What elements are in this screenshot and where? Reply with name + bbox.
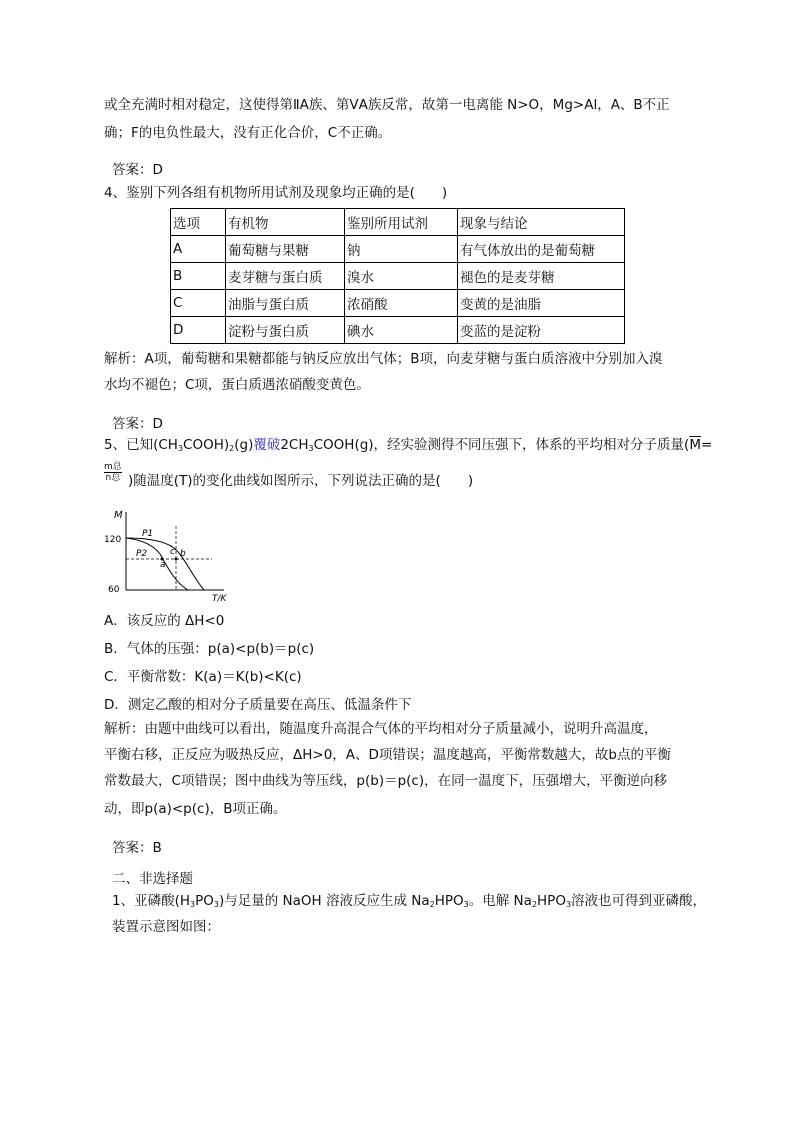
- x-axis-label: T/K: [212, 594, 227, 604]
- subscript: 3: [190, 900, 196, 909]
- table-header: 选项: [171, 209, 226, 236]
- table-cell: 葡萄糖与果糖: [226, 236, 345, 263]
- answer-5: 答案：B: [112, 840, 162, 856]
- fraction-denominator: n总: [105, 473, 121, 483]
- explanation-5-line-2: 平衡右移，正反应为吸热反应，ΔH>0，A、D项错误；温度越高，平衡常数越大，故b点的平衡: [104, 747, 671, 763]
- table-cell: 变蓝的是淀粉: [458, 317, 625, 344]
- m-bar-symbol: $\overline{M}$: [689, 437, 701, 453]
- q5-text: =: [700, 437, 713, 453]
- explanation-5-line-1: 解析：由题中曲线可以看出，随温度升高混合气体的平均相对分子质量减小，说明升高温度，: [104, 721, 658, 737]
- text-line-1: 或全充满时相对稳定，这使得第ⅡA族、第ⅤA族反常，故第一电离能 N>O，Mg>Al，A、B不正: [104, 97, 670, 113]
- table-cell: 油脂与蛋白质: [226, 290, 345, 317]
- option-a: A．该反应的 ΔH<0: [104, 613, 225, 629]
- q1-text: PO: [195, 893, 214, 909]
- question-1-line-1: [112, 892, 706, 914]
- q1-text: )与足量的 NaOH 溶液反应生成 Na: [218, 893, 430, 909]
- table-header: 现象与结论: [458, 209, 625, 236]
- label-p2: P2: [136, 549, 148, 559]
- table-cell: 有气体放出的是葡萄糖: [458, 236, 625, 263]
- y-axis-label: M: [114, 510, 123, 521]
- point-dot: [161, 558, 164, 561]
- table-row: [171, 236, 625, 263]
- table-cell: D: [171, 317, 226, 344]
- y-tick-60: 60: [108, 585, 120, 595]
- table-cell: 碘水: [345, 317, 458, 344]
- table-cell: 淀粉与蛋白质: [226, 317, 345, 344]
- point-dot: [175, 558, 178, 561]
- q1-text: HPO: [434, 893, 464, 909]
- table-cell: 变黄的是油脂: [458, 290, 625, 317]
- subscript: 3: [463, 900, 469, 909]
- table-cell: A: [171, 236, 226, 263]
- q1-text: 。电解 Na: [468, 893, 532, 909]
- subscript: 2: [429, 900, 435, 909]
- table-header: 有机物: [226, 209, 345, 236]
- explanation-5-line-4: 动，即p(a)<p(c)，B项正确。: [104, 801, 287, 817]
- q5-text: (g): [234, 437, 254, 453]
- point-b-label: b: [180, 549, 186, 559]
- m-vs-t-graph: [100, 504, 240, 604]
- q5-text: COOH): [183, 437, 230, 453]
- subscript: 2: [531, 900, 538, 909]
- q5-text: 5、已知(CH: [104, 437, 178, 453]
- option-c: C．平衡常数：K(a)＝K(b)<K(c): [104, 669, 302, 685]
- answer-4: 答案：D: [112, 416, 163, 432]
- question-1-line-2: 装置示意图如图：: [112, 919, 220, 935]
- table-cell: 褪色的是麦芽糖: [458, 263, 625, 290]
- fraction-numerator: m总: [104, 462, 122, 472]
- option-b: B．气体的压强：p(a)<p(b)＝p(c): [104, 641, 315, 657]
- explanation-4-line-2: 水均不褪色；C项，蛋白质遇浓硝酸变黄色。: [104, 377, 370, 393]
- section-heading: 二、非选择题: [112, 871, 193, 887]
- table-header: 鉴别所用试剂: [345, 209, 458, 236]
- table-cell: 麦芽糖与蛋白质: [226, 263, 345, 290]
- table-row: [171, 317, 625, 344]
- curve-p2: [126, 538, 188, 590]
- text-line-2: 确；F的电负性最大，没有正化合价，C不正确。: [104, 125, 392, 141]
- q5-text: COOH(g)，经实验测得不同压强下，体系的平均相对分子质量(: [313, 437, 690, 453]
- table-cell: C: [171, 290, 226, 317]
- mass-fraction: [104, 462, 122, 483]
- equilibrium-link[interactable]: 覆破: [253, 437, 281, 453]
- y-tick-120: 120: [104, 535, 122, 545]
- table-row: [171, 263, 625, 290]
- q1-text: 1、亚磷酸(H: [112, 893, 191, 909]
- q1-text: HPO: [537, 893, 566, 909]
- question-4: 4、鉴别下列各组有机物所用试剂及现象均正确的是( ): [104, 185, 448, 201]
- subscript: 3: [213, 900, 219, 909]
- q5-text: 2CH: [280, 437, 309, 453]
- point-a-label: a: [160, 560, 166, 570]
- table-cell: 钠: [345, 236, 458, 263]
- table-cell: 浓硝酸: [345, 290, 458, 317]
- point-c-label: c: [170, 547, 175, 557]
- option-d: D．测定乙酸的相对分子质量要在高压、低温条件下: [104, 697, 412, 713]
- table-cell: 溴水: [345, 263, 458, 290]
- answer-3: 答案：D: [112, 162, 163, 178]
- explanation-5-line-3: 常数最大，C项错误；图中曲线为等压线，p(b)＝p(c)，在同一温度下，压强增大，平衡逆向移: [104, 773, 668, 789]
- table-header-row: [171, 209, 625, 236]
- table-row: [171, 290, 625, 317]
- options-table: [170, 208, 625, 344]
- label-p1: P1: [142, 529, 154, 539]
- explanation-4-line-1: 解析：A项，葡萄糖和果糖都能与钠反应放出气体；B项，向麦芽糖与蛋白质溶液中分别加入溴: [104, 351, 663, 367]
- table-cell: B: [171, 263, 226, 290]
- question-5-line-2: )随温度(T)的变化曲线如图所示，下列说法正确的是( ): [128, 473, 474, 489]
- question-5-line-1: 5、已知$(CH_3COOH)_2(g)$覆破$2CH_3COOH(g)$，经实验测得不同压强下，体系的平均相对分子质量($\overline{M}=$: [104, 437, 713, 453]
- q1-text: 溶液也可得到亚磷酸，: [571, 893, 707, 909]
- subscript: 3: [565, 900, 572, 909]
